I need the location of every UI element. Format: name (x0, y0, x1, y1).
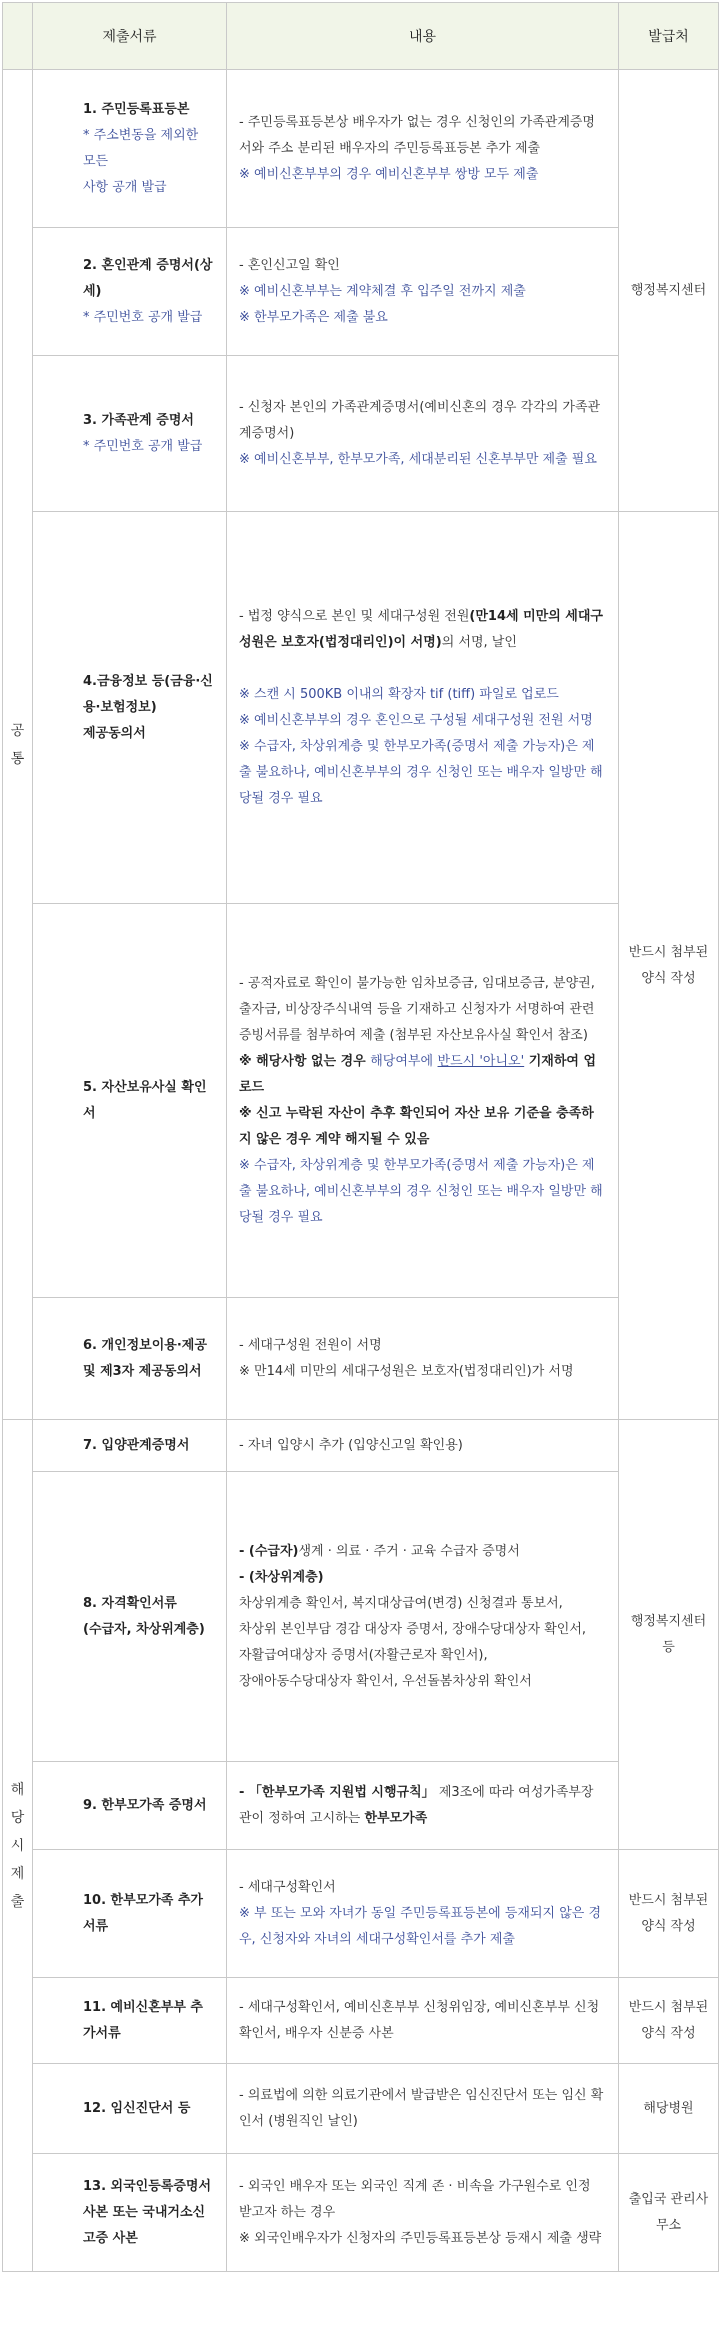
content-cell (227, 904, 619, 1298)
table-row (3, 1762, 719, 1850)
content-note: ※ 부 또는 모와 자녀가 동일 주민등록표등본에 등재되지 않은 경우, 신청자와 자녀의 세대구성확인서를 추가 제출 (239, 1905, 602, 1947)
table-row (3, 356, 719, 512)
table-row (3, 70, 719, 228)
content-line: - 주민등록표등본상 배우자가 없는 경우 신청인의 가족관계증명서와 주소 분리된 배우자의 주민등록표등본 추가 제출 (239, 114, 595, 156)
doc-title: 8. 자격확인서류 (83, 1595, 177, 1611)
content-cell (227, 2154, 619, 2272)
header-content: 내용 (227, 3, 619, 70)
doc-note: 사항 공개 발급 (83, 179, 167, 195)
content-text: 의 서명, 날인 (441, 634, 517, 650)
table-row (3, 512, 719, 904)
content-line: - 외국인 배우자 또는 외국인 직계 존 · 비속을 가구원수로 인정 받고자 하는 경우 (239, 2178, 591, 2220)
content-line: - 세대구성확인서 (239, 1879, 336, 1895)
doc-title: 10. 한부모가족 추가서류 (83, 1892, 203, 1934)
doc-title: 4.금융정보 등(금융·신용·보험정보) (83, 673, 213, 715)
doc-title: 3. 가족관계 증명서 (83, 412, 194, 428)
content-cell (227, 2064, 619, 2154)
issuer-cell: 행정복지센터 등 (619, 1420, 719, 1850)
category-char: 통 (10, 750, 25, 767)
content-line: 차상위 본인부담 경감 대상자 증명서, 장애수당대상자 확인서, (239, 1621, 587, 1637)
content-line (239, 1539, 604, 1565)
content-cell (227, 228, 619, 356)
issuer-cell: 출입국 관리사무소 (619, 2154, 719, 2272)
category-common (3, 70, 33, 1420)
issuer-cell: 반드시 첨부된 양식 작성 (619, 512, 719, 1420)
issuer-cell: 해당병원 (619, 2064, 719, 2154)
content-note: ※ 수급자, 차상위계층 및 한부모가족(증명서 제출 가능자)은 제출 불요하나, 예비신혼부부의 경우 신청인 또는 배우자 일방만 해당될 경우 필요 (239, 1157, 603, 1225)
doc-cell (33, 1762, 227, 1850)
issuer-cell: 반드시 첨부된 양식 작성 (619, 1978, 719, 2064)
content-line: 차상위계층 확인서, 복지대상급여(변경) 신청결과 통보서, (239, 1595, 563, 1611)
doc-cell (33, 1472, 227, 1762)
doc-cell (33, 1978, 227, 2064)
content-emphasis: - (수급자) (239, 1543, 299, 1559)
content-line: - 자녀 입양시 추가 (입양신고일 확인용) (239, 1437, 463, 1453)
content-cell (227, 1420, 619, 1472)
doc-note: * 주민번호 공개 발급 (83, 438, 203, 454)
issuer-cell: 행정복지센터 (619, 70, 719, 512)
content-note: ※ 스캔 시 500KB 이내의 확장자 tif (tiff) 파일로 업로드 (239, 686, 559, 702)
content-note: ※ 예비신혼부부의 경우 예비신혼부부 쌍방 모두 제출 (239, 166, 539, 182)
doc-cell (33, 1850, 227, 1978)
content-note: ※ 예비신혼부부, 한부모가족, 세대분리된 신혼부부만 제출 필요 (239, 451, 597, 467)
documents-table (2, 2, 719, 2272)
doc-cell (33, 1420, 227, 1472)
table-row (3, 1978, 719, 2064)
doc-title: 제공동의서 (83, 725, 146, 741)
content-note: ※ 예비신혼부부는 계약체결 후 입주일 전까지 제출 (239, 283, 526, 299)
doc-cell (33, 512, 227, 904)
content-cell (227, 70, 619, 228)
category-char: 출 (10, 1893, 25, 1910)
content-cell (227, 1298, 619, 1420)
content-emphasis: (만14세 미만의 세대구성원은 보호자(법정대리인)이 서명) (239, 608, 603, 650)
header-docs: 제출서류 (33, 3, 227, 70)
doc-title: 9. 한부모가족 증명서 (83, 1797, 207, 1813)
content-line: - 공적자료로 확인이 불가능한 임차보증금, 임대보증금, 분양권, 출자금, 비상장주식내역 등을 기재하고 신청자가 서명하여 관련 증빙서류를 첨부하여 제출 (첨부된 자산보유사실 확인서 참조) (239, 975, 595, 1043)
content-line: - 혼인신고일 확인 (239, 257, 340, 273)
table-row (3, 2154, 719, 2272)
doc-cell (33, 904, 227, 1298)
content-line: - 세대구성확인서, 예비신혼부부 신청위임장, 예비신혼부부 신청확인서, 배우자 신분증 사본 (239, 1999, 600, 2041)
content-text: 생계 · 의료 · 주거 · 교육 수급자 증명서 (298, 1543, 520, 1559)
content-line: ※ 외국인배우자가 신청자의 주민등록표등본상 등재시 제출 생략 (239, 2230, 602, 2246)
doc-title: (수급자, 차상위계층) (83, 1621, 205, 1637)
doc-title: 12. 임신진단서 등 (83, 2100, 191, 2116)
content-line: - 세대구성원 전원이 서명 (239, 1337, 382, 1353)
category-char: 당 (10, 1809, 25, 1826)
category-applicable (3, 1420, 33, 2272)
content-line: ※ 만14세 미만의 세대구성원은 보호자(법정대리인)가 서명 (239, 1363, 574, 1379)
content-note: ※ 수급자, 차상위계층 및 한부모가족(증명서 제출 가능자)은 제출 불요하나, 예비신혼부부의 경우 신청인 또는 배우자 일방만 해당될 경우 필요 (239, 738, 603, 806)
content-line: 자활급여대상자 증명서(자활근로자 확인서), (239, 1647, 488, 1663)
doc-title: 11. 예비신혼부부 추가서류 (83, 1999, 203, 2041)
content-cell (227, 512, 619, 904)
header-category (3, 3, 33, 70)
content-text: - 법정 양식으로 본인 및 세대구성원 전원 (239, 608, 470, 624)
header-issuer: 발급처 (619, 3, 719, 70)
content-underline: 반드시 '아니오' (437, 1053, 525, 1069)
doc-title: 6. 개인정보이용·제공 및 제3자 제공동의서 (83, 1337, 207, 1379)
table-row (3, 2064, 719, 2154)
content-cell (227, 356, 619, 512)
doc-title: 5. 자산보유사실 확인서 (83, 1079, 207, 1121)
doc-cell (33, 2154, 227, 2272)
doc-note: * 주민번호 공개 발급 (83, 309, 203, 325)
doc-cell (33, 356, 227, 512)
category-char: 공 (10, 722, 25, 739)
content-emphasis: 기재하여 업로드 (239, 1053, 597, 1095)
content-line: 장애아동수당대상자 확인서, 우선돌봄차상위 확인서 (239, 1673, 532, 1689)
content-note: ※ 한부모가족은 제출 불요 (239, 309, 388, 325)
doc-title: 1. 주민등록표등본 (83, 101, 190, 117)
content-line (239, 604, 604, 656)
content-emphasis: - 「한부모가족 지원법 시행규칙」 (239, 1784, 435, 1800)
doc-cell (33, 228, 227, 356)
content-emphasis: 한부모가족 (364, 1810, 428, 1826)
issuer-cell: 반드시 첨부된 양식 작성 (619, 1850, 719, 1978)
content-emphasis: ※ 해당사항 없는 경우 (239, 1053, 366, 1069)
content-cell (227, 1762, 619, 1850)
doc-title: 2. 혼인관계 증명서(상세) (83, 257, 213, 299)
category-char: 시 (10, 1837, 25, 1854)
content-line: - 신청자 본인의 가족관계증명서(예비신혼의 경우 각각의 가족관계증명서) (239, 399, 601, 441)
category-char: 해 (10, 1781, 25, 1798)
table-row (3, 1420, 719, 1472)
doc-title: 13. 외국인등록증명서 사본 또는 국내거소신고증 사본 (83, 2178, 212, 2246)
doc-title: 7. 입양관계증명서 (83, 1437, 190, 1453)
content-note: ※ 예비신혼부부의 경우 혼인으로 구성될 세대구성원 전원 서명 (239, 712, 593, 728)
doc-note: * 주소변동을 제외한 모든 (83, 127, 199, 169)
table-row (3, 228, 719, 356)
doc-cell (33, 1298, 227, 1420)
content-line (239, 1049, 604, 1101)
content-cell (227, 1978, 619, 2064)
content-cell (227, 1472, 619, 1762)
table-row (3, 1298, 719, 1420)
content-line: - (차상위계층) (239, 1569, 324, 1585)
table-row (3, 904, 719, 1298)
table-row (3, 1850, 719, 1978)
content-text: 해당여부에 (370, 1053, 434, 1069)
doc-cell (33, 70, 227, 228)
content-line (239, 1780, 604, 1832)
content-text: 제3조에 따라 여성가족부장관이 정하여 고시하는 (239, 1784, 594, 1826)
content-cell (227, 1850, 619, 1978)
table-header-row (3, 3, 719, 70)
table-row (3, 1472, 719, 1762)
doc-cell (33, 2064, 227, 2154)
category-char: 제 (10, 1865, 25, 1882)
content-line: ※ 신고 누락된 자산이 추후 확인되어 자산 보유 기준을 충족하지 않은 경우 계약 해지될 수 있음 (239, 1105, 594, 1147)
content-line: - 의료법에 의한 의료기관에서 발급받은 임신진단서 또는 임신 확인서 (병원직인 날인) (239, 2087, 604, 2129)
